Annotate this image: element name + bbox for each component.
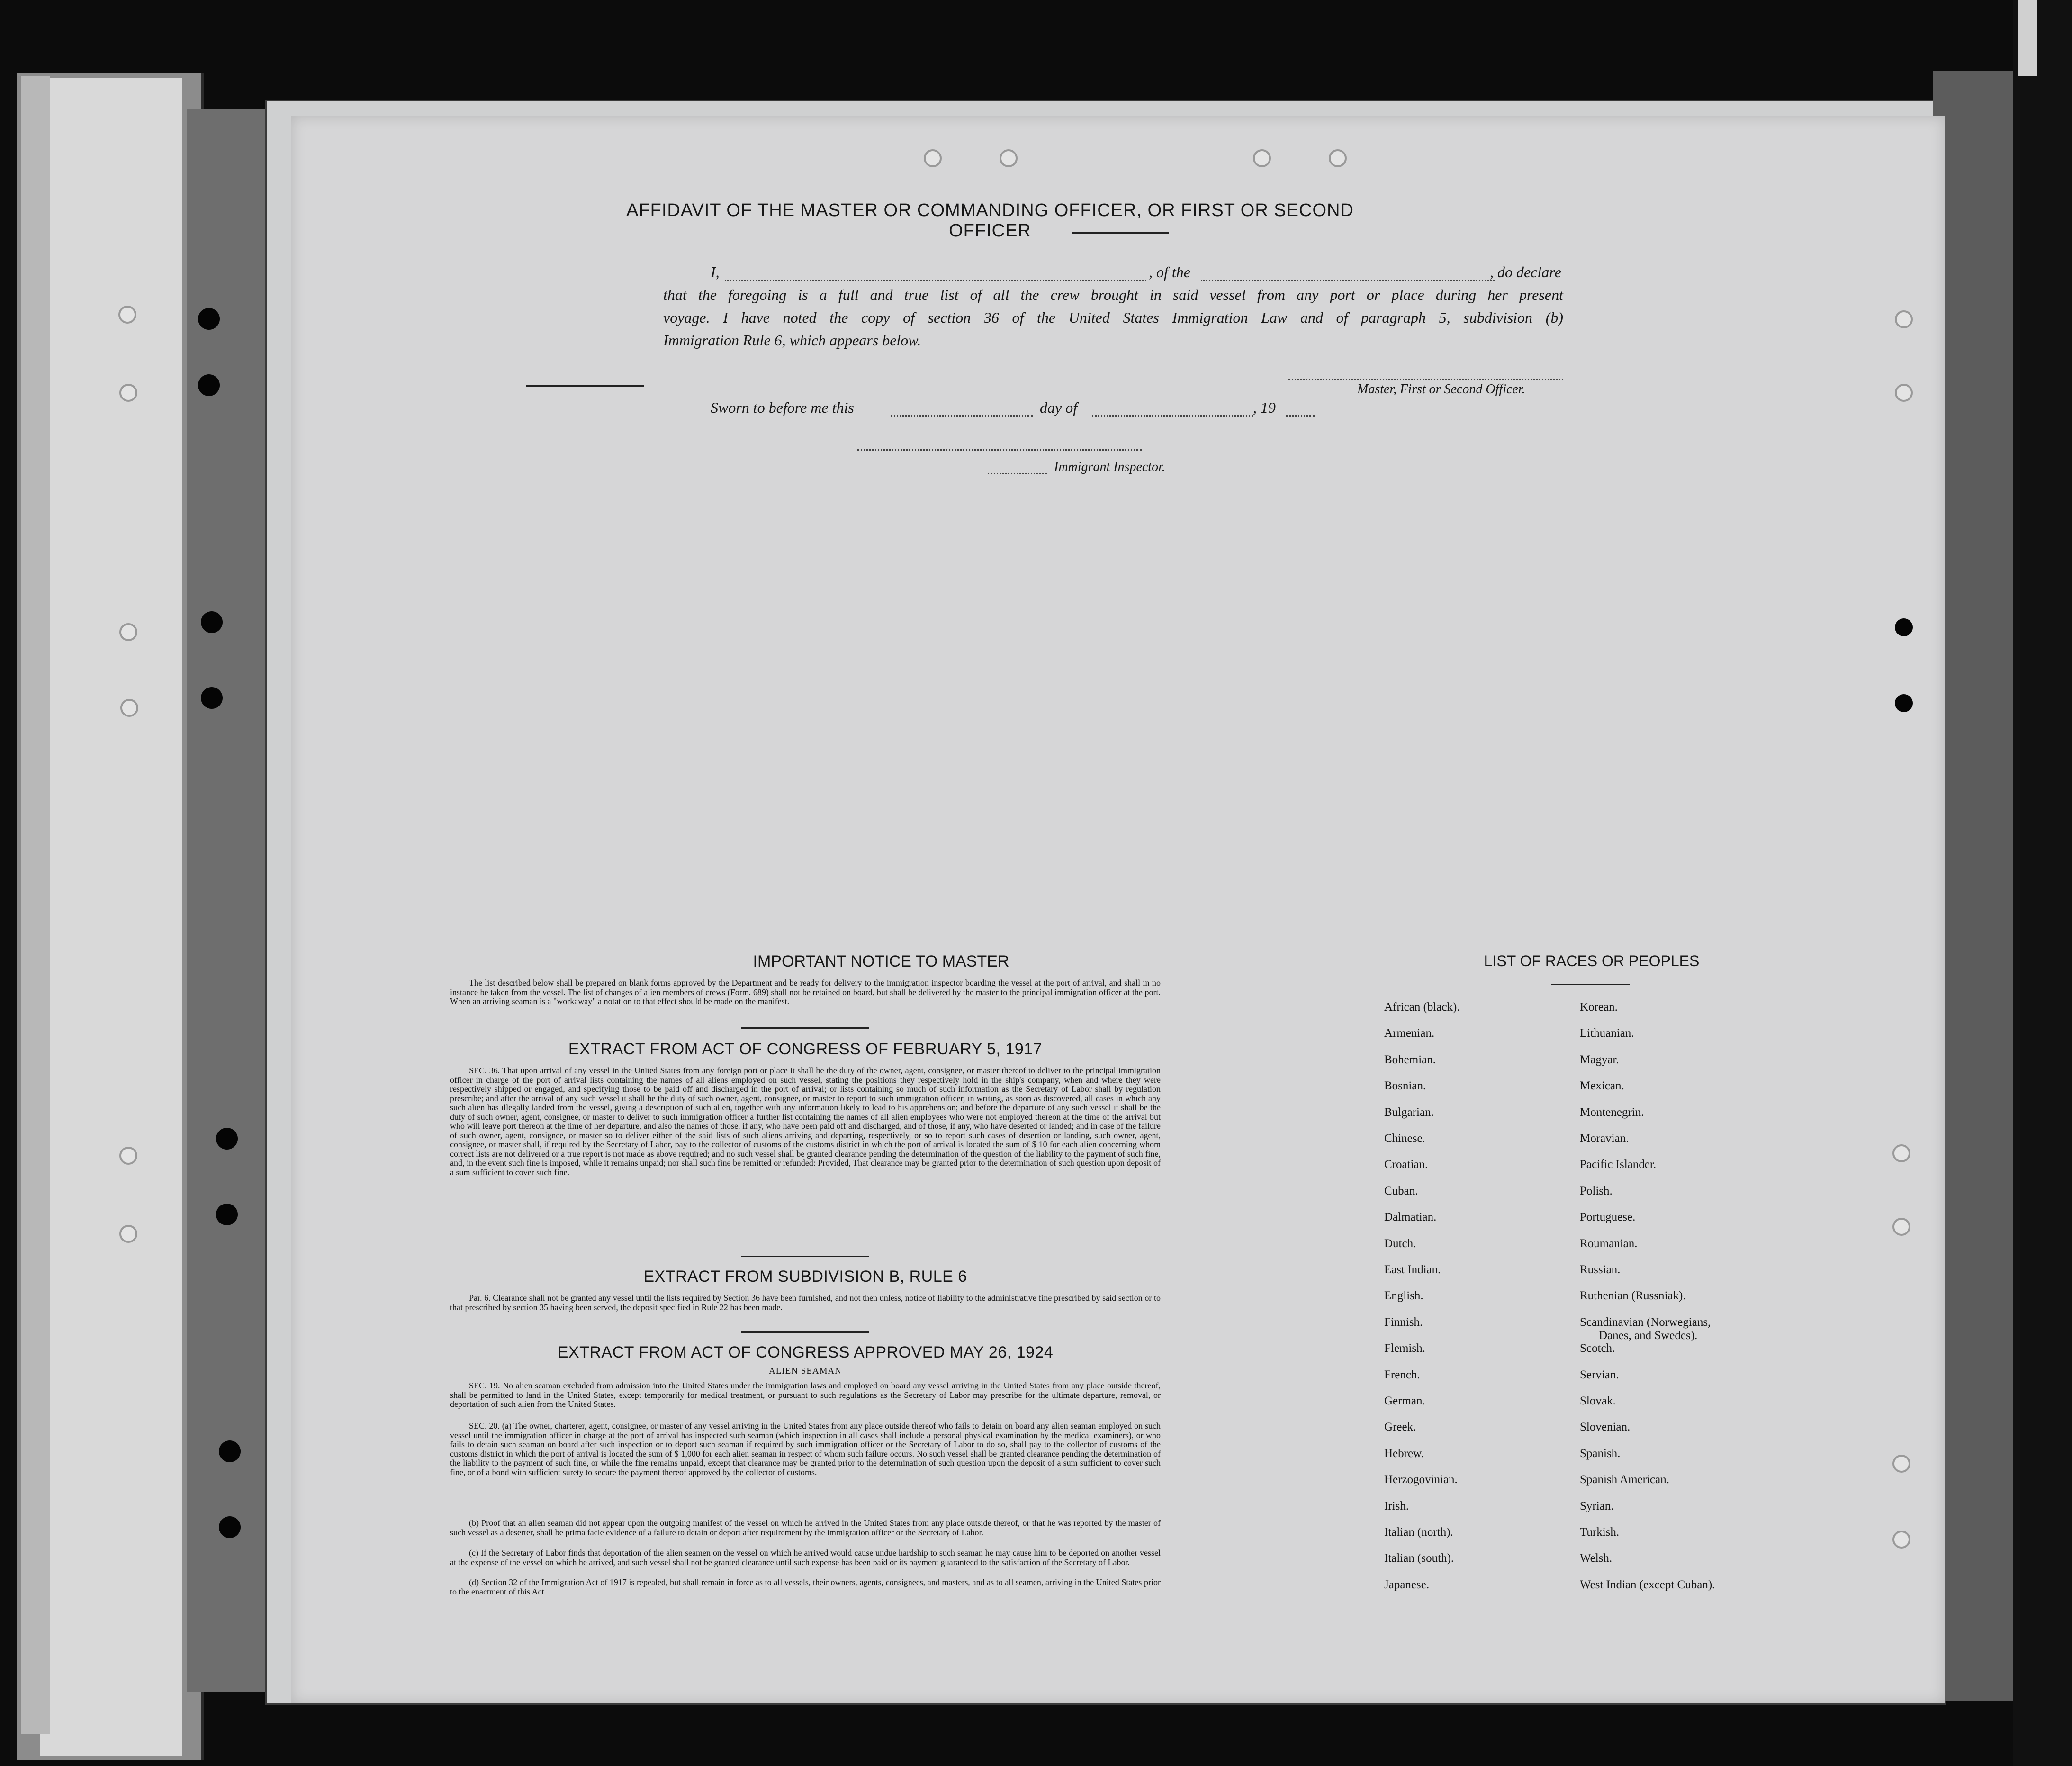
punch-hole xyxy=(1253,149,1271,167)
sworn-label: Sworn to before me this xyxy=(711,399,854,416)
punch-hole xyxy=(216,1128,238,1150)
affidavit-i-label: I, xyxy=(711,263,720,281)
sec20c-text: (c) If the Secretary of Labor finds that deportation of the alien seamen on the vessel on which he arrived would cause undue hardship to such seaman he may cause him to be deported on another vessel at the expense of the vessel on which he arrived, and such vessel shall not be granted clearance until such expense has been paid or its payment guaranteed to the satisfaction of the Secretary of Labor. xyxy=(450,1548,1161,1567)
punch-hole xyxy=(1892,1531,1910,1549)
race-item: Spanish. xyxy=(1580,1447,1621,1460)
race-item: Scandinavian (Norwegians, xyxy=(1580,1315,1711,1329)
year-label: , 19 xyxy=(1253,399,1276,416)
punch-hole xyxy=(120,699,138,717)
race-item: Pacific Islander. xyxy=(1580,1158,1657,1171)
affidavit-title: AFFIDAVIT OF THE MASTER OR COMMANDING OFFICER, OR FIRST OR SECOND OFFICER xyxy=(626,200,1354,241)
extract-1917-text: SEC. 36. That upon arrival of any vessel in the United States from any foreign port or place it shall be the duty of the owner, agent, consignee, or master thereof to deliver to the principal immigration officer in charge of the port of arrival lists containing the names of all aliens employed on such vessel, stating the positions they respectively hold in the ship's company, when and where they were respectively shipped or engaged, and specifying those to be paid off and discharged in the port of arrival; or lists containing so much of such information as the Secretary of Labor shall by regulation prescribe; and after the arrival of any such vessel it shall be the duty of such owner, agent, consignee, or master to report to such immigration officer, in writing, as soon as discovered, all cases in which any such alien has illegally landed from the vessel, giving a description of such alien, together with any information likely to lead to his apprehension; and before the departure of any such vessel it shall be the duty of such owner, agent, consignee, or master to deliver to such immigration officer a further list containing the names of all alien employees who were not employed thereon at the time of the arrival but who will leave port thereon at the time of her departure, and also the names of those, if any, who have been paid off and discharged, and of those, if any, who have deserted or landed; and in case of the failure of such owner, agent, consignee, or master so to deliver either of the said lists of such aliens arriving and departing, respectively, or so to report such cases of desertion or landing, such owner, agent, consignee, or master shall, if required by the Secretary of Labor, pay to the collector of customs of the customs district in which the port of arrival is located the sum of $ 10 for each alien concerning whom correct lists are not delivered or a true report is not made as above required; and no such vessel shall be granted clearance pending the determination of the question of the liability to the payment of such fine, and, in the event such fine is imposed, while it remains unpaid; nor shall such fine be remitted or refunded: Provided, That clearance may be granted prior to the determination of such question upon deposit of a sum sufficient to cover such fine. xyxy=(450,1066,1161,1177)
master-signature-line xyxy=(1288,379,1563,380)
race-item: Danes, and Swedes). xyxy=(1599,1329,1698,1342)
race-item: Japanese. xyxy=(1384,1578,1430,1591)
race-item: Bohemian. xyxy=(1384,1053,1436,1066)
day-blank xyxy=(891,415,1033,417)
punch-hole xyxy=(198,374,220,396)
master-signature-label: Master, First or Second Officer. xyxy=(1357,382,1525,397)
punch-hole xyxy=(1892,1218,1910,1236)
affidavit-line-2: that the foregoing is a full and true list of all the crew brought in said vessel from any port or place during her present xyxy=(663,286,1563,303)
race-item: Chinese. xyxy=(1384,1132,1425,1145)
affidavit-line-3: voyage. I have noted the copy of section 36 of the United States Immigration Law and of paragraph 5, subdivision (b) xyxy=(663,309,1563,326)
inspector-lead-dots xyxy=(988,473,1047,474)
race-item: Servian. xyxy=(1580,1368,1619,1381)
punch-hole xyxy=(119,1147,137,1165)
right-backing-board xyxy=(1933,71,2023,1701)
race-item: Italian (south). xyxy=(1384,1552,1454,1565)
stacked-page-edge-outer xyxy=(21,76,50,1734)
extract-rule6-title: EXTRACT FROM SUBDIVISION B, RULE 6 xyxy=(643,1268,967,1286)
race-item: Russian. xyxy=(1580,1263,1621,1276)
race-item: Bulgarian. xyxy=(1384,1105,1434,1119)
race-item: Italian (north). xyxy=(1384,1526,1453,1539)
race-item: Irish. xyxy=(1384,1499,1409,1512)
race-item: Ruthenian (Russniak). xyxy=(1580,1289,1686,1303)
punch-hole xyxy=(118,306,136,324)
race-item: Magyar. xyxy=(1580,1053,1619,1066)
punch-hole xyxy=(1329,149,1347,167)
punch-hole xyxy=(924,149,942,167)
inspector-signature-line xyxy=(857,449,1142,451)
punch-hole xyxy=(201,687,223,709)
name-blank xyxy=(725,280,1146,281)
race-item: Dutch. xyxy=(1384,1237,1416,1250)
punch-hole xyxy=(201,611,223,633)
races-title: LIST OF RACES OR PEOPLES xyxy=(1484,952,1700,969)
race-item: Lithuanian. xyxy=(1580,1027,1634,1040)
race-item: Moravian. xyxy=(1580,1132,1629,1145)
race-item: Greek. xyxy=(1384,1421,1416,1434)
year-blank xyxy=(1286,415,1315,417)
punch-hole xyxy=(119,1225,137,1243)
race-item: Slovak. xyxy=(1580,1395,1616,1407)
extract-1924-subtitle: ALIEN SEAMAN xyxy=(769,1366,842,1376)
race-item: Herzogovinian. xyxy=(1384,1473,1458,1486)
section-divider xyxy=(741,1256,869,1257)
race-item: Mexican. xyxy=(1580,1079,1624,1093)
section-divider xyxy=(741,1027,869,1029)
punch-hole xyxy=(216,1204,238,1225)
vessel-blank xyxy=(1201,280,1495,281)
race-item: Croatian. xyxy=(1384,1158,1428,1171)
race-item: Korean. xyxy=(1580,1001,1618,1014)
notice-title: IMPORTANT NOTICE TO MASTER xyxy=(753,952,1009,970)
race-item: Turkish. xyxy=(1580,1526,1620,1539)
extract-1917-title: EXTRACT FROM ACT OF CONGRESS OF FEBRUARY 5, 1917 xyxy=(568,1040,1043,1058)
race-item: Bosnian. xyxy=(1384,1079,1426,1093)
punch-hole xyxy=(1895,384,1913,402)
section-divider xyxy=(741,1331,869,1333)
race-item: Armenian. xyxy=(1384,1027,1435,1040)
extract-1924-title: EXTRACT FROM ACT OF CONGRESS APPROVED MAY 26, 1924 xyxy=(557,1343,1054,1361)
race-item: East Indian. xyxy=(1384,1263,1441,1276)
scan-border xyxy=(2013,0,2072,1766)
affidavit-line-4: Immigration Rule 6, which appears below. xyxy=(663,332,921,349)
affidavit-declare-label: , do declare xyxy=(1490,263,1561,281)
punch-hole xyxy=(1000,149,1018,167)
sec20a-text: SEC. 20. (a) The owner, charterer, agent, consignee, or master of any vessel arriving in the United States from any place outside thereof who fails to detain on board any alien seaman employed on such vessel until the immigration officer in charge at the port of arrival has inspected such seaman (which inspection in all cases shall include a personal physical examination by the medical examiners), or who fails to detain such seaman on board after such inspection or to deport such seaman if required by such immigration officer or the Secretary of Labor to do so, shall pay to the collector of customs of the customs district in which the port of arrival is located the sum of $ 1,000 for each alien seaman in respect of whom such failure occurs. No such vessel shall be granted clearance pending the determination of the liability to the payment of such fine, or while the fine remains unpaid, except that clearance may be granted prior to the determination of such question upon the deposit of a sum sufficient to cover such fine, or of a bond with sufficient surety to secure the payment thereof approved by the collector of customs. xyxy=(450,1421,1161,1477)
race-item: Welsh. xyxy=(1580,1552,1613,1565)
race-item: Montenegrin. xyxy=(1580,1105,1644,1119)
punch-hole xyxy=(1895,310,1913,328)
race-item: West Indian (except Cuban). xyxy=(1580,1578,1715,1591)
sec20d-text: (d) Section 32 of the Immigration Act of 1917 is repealed, but shall remain in force as to all vessels, their owners, agents, consignees, and masters, and as to all seamen, arriving in the United States prior to the enactment of this Act. xyxy=(450,1577,1161,1596)
punch-hole xyxy=(1892,1144,1910,1162)
extract-rule6-text: Par. 6. Clearance shall not be granted any vessel until the lists required by Section 36 have been furnished, and not then unless, notice of liability to the administrative fine prescribed by said section or to that prescribed by section 35 having been served, the deposit specified in Rule 22 has been made. xyxy=(450,1293,1161,1312)
race-item: Portuguese. xyxy=(1580,1211,1636,1224)
inspector-label: Immigrant Inspector. xyxy=(1054,460,1165,474)
race-item: Dalmatian. xyxy=(1384,1211,1437,1224)
races-divider xyxy=(1551,984,1630,985)
race-item: Syrian. xyxy=(1580,1499,1614,1512)
notice-text: The list described below shall be prepared on blank forms approved by the Department and be ready for delivery to the immigration inspector boarding the vessel at the port of arrival, and shall in no instance be taken from the vessel. The list of changes of alien members of crews (Form. 689) shall not be retained on board, but shall be delivered by the master to the principal immigration officer at the port. When an arriving seaman is a "workaway" a notation to that effect should be made on the manifest. xyxy=(450,978,1161,1006)
punch-hole xyxy=(119,384,137,402)
race-item: Roumanian. xyxy=(1580,1237,1638,1250)
race-item: Hebrew. xyxy=(1384,1447,1424,1460)
race-item: African (black). xyxy=(1384,1001,1460,1014)
title-divider xyxy=(1072,232,1169,234)
race-item: English. xyxy=(1384,1289,1423,1303)
affidavit-of-the-label: , of the xyxy=(1149,263,1190,281)
punch-hole xyxy=(119,623,137,641)
race-item: Cuban. xyxy=(1384,1184,1418,1197)
race-item: Finnish. xyxy=(1384,1315,1423,1329)
punch-hole xyxy=(198,308,220,330)
punch-hole xyxy=(1895,694,1913,712)
race-item: Scotch. xyxy=(1580,1342,1615,1355)
race-item: Slovenian. xyxy=(1580,1421,1631,1434)
race-item: French. xyxy=(1384,1368,1420,1381)
race-item: Polish. xyxy=(1580,1184,1613,1197)
stamp-mark xyxy=(526,385,644,387)
race-item: German. xyxy=(1384,1395,1425,1407)
scan-border-edge xyxy=(2018,0,2037,76)
race-item: Spanish American. xyxy=(1580,1473,1669,1486)
punch-hole xyxy=(1892,1455,1910,1473)
month-blank xyxy=(1092,415,1253,417)
punch-hole xyxy=(219,1516,241,1538)
race-item: Flemish. xyxy=(1384,1342,1425,1355)
stacked-page-edge xyxy=(40,78,182,1756)
day-of-label: day of xyxy=(1040,399,1078,416)
sec20b-text: (b) Proof that an alien seaman did not appear upon the outgoing manifest of the vessel on which he arrived in the United States from any place outside thereof, or that he was reported by the master of such vessel as a deserter, shall be prima facie evidence of a failure to detain or deport after requirement by the immigration officer or the Secretary of Labor. xyxy=(450,1518,1161,1537)
punch-hole xyxy=(219,1440,241,1462)
sec19-text: SEC. 19. No alien seaman excluded from admission into the United States under the immigration laws and employed on board any vessel arriving in the United States from any place outside thereof, shall be permitted to land in the United States, except temporarily for medical treatment, or pursuant to such regulations as the Secretary of Labor may prescribe for the ultimate departure, removal, or deportation of such alien from the United States. xyxy=(450,1381,1161,1409)
punch-hole xyxy=(1895,618,1913,636)
